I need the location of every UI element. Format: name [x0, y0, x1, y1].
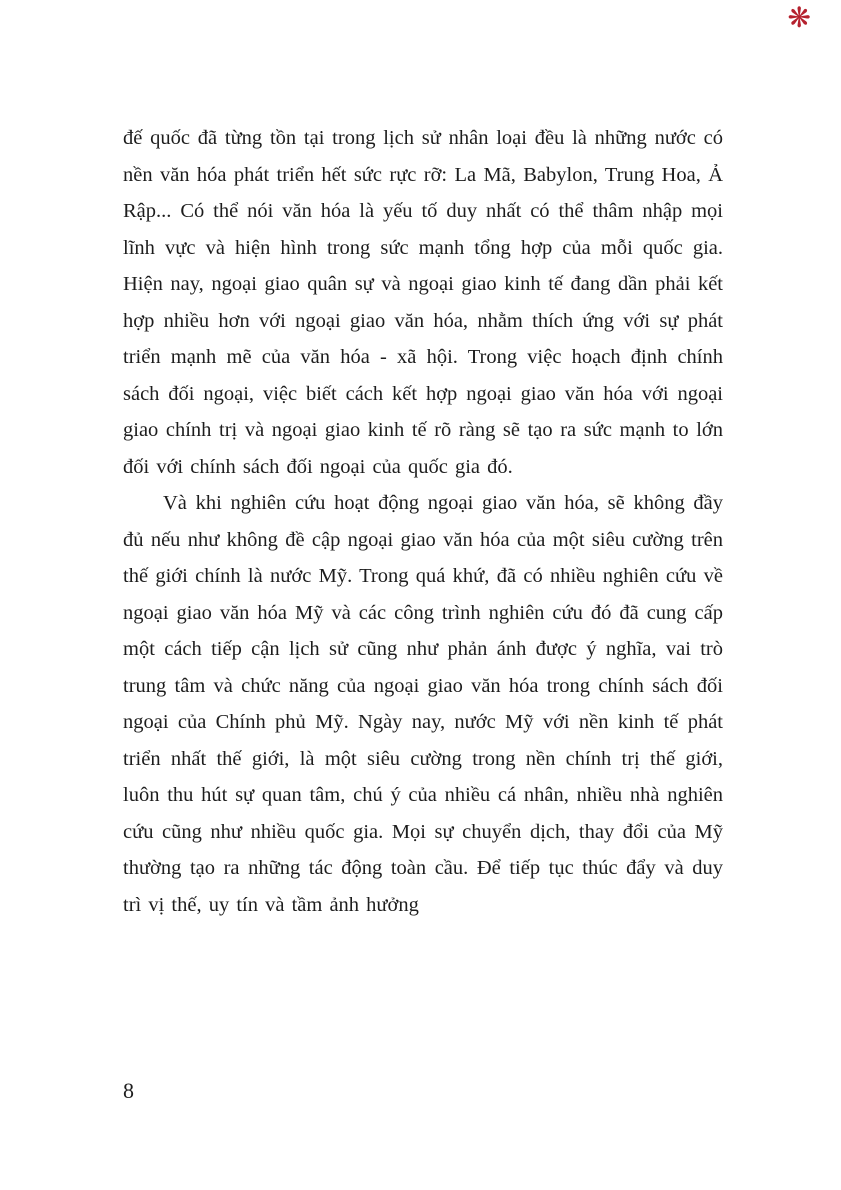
page-number: 8 [123, 1078, 134, 1103]
flower-ornament-icon: ❋ [787, 1, 811, 34]
paragraph: Và khi nghiên cứu hoạt động ngoại giao văn hóa, sẽ không đầy đủ nếu như không đề cập ngoại giao văn hóa của một siêu cường trên thế giới chính là nước Mỹ. Trong quá khứ, đã có nhiều nghiên cứu về ngoại giao văn hóa Mỹ và các công trình nghiên cứu đó đã cung cấp một cách tiếp cận lịch sử cũng như phản ánh được ý nghĩa, vai trò trung tâm và chức năng của ngoại giao văn hóa trong chính sách đối ngoại của Chính phủ Mỹ. Ngày nay, nước Mỹ với nền kinh tế phát triển nhất thế giới, là một siêu cường trong nền chính trị thế giới, luôn thu hút sự quan tâm, chú ý của nhiều cá nhân, nhiều nhà nghiên cứu cũng như nhiều quốc gia. Mọi sự chuyển dịch, thay đổi của Mỹ thường tạo ra những tác động toàn cầu. Để tiếp tục thúc đẩy và duy trì vị thế, uy tín và tầm ảnh hưởng [123, 492, 723, 916]
paragraph-continuation: đế quốc đã từng tồn tại trong lịch sử nhân loại đều là những nước có nền văn hóa phát triển hết sức rực rỡ: La Mã, Babylon, Trung Hoa, Ả Rập... Có thể nói văn hóa là yếu tố duy nhất có thể thâm nhập mọi lĩnh vực và hiện hình trong sức mạnh tổng hợp của mỗi quốc gia. Hiện nay, ngoại giao quân sự và ngoại giao kinh tế đang dần phải kết hợp nhiều hơn với ngoại giao văn hóa, nhằm thích ứng với sự phát triển mạnh mẽ của văn hóa - xã hội. Trong việc hoạch định chính sách đối ngoại, việc biết cách kết hợp ngoại giao văn hóa với ngoại giao chính trị và ngoại giao kinh tế rõ ràng sẽ tạo ra sức mạnh to lớn đối với chính sách đối ngoại của quốc gia đó. [123, 127, 723, 478]
page-content [123, 120, 723, 923]
